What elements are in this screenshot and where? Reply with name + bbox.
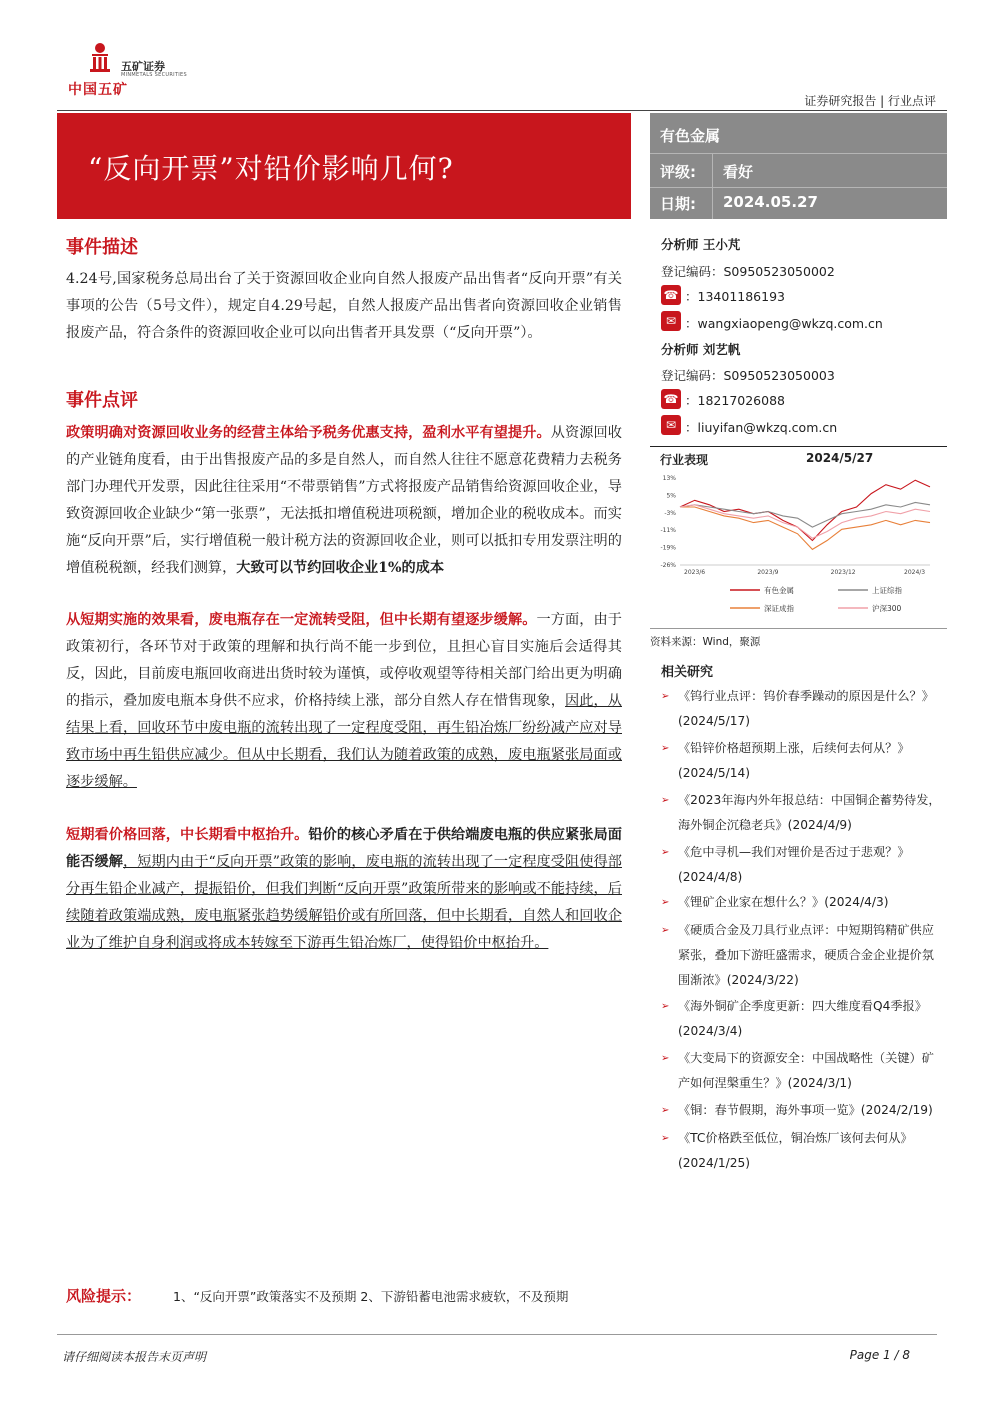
related-item[interactable] <box>661 736 945 786</box>
email-address[interactable]: wangxiaopeng@wkzq.com.cn <box>697 316 883 331</box>
chart-source: 资料来源：Wind，聚源 <box>650 636 761 648</box>
y-tick-label: 13% <box>662 475 676 482</box>
section-title-event: 事件描述 <box>66 237 138 258</box>
info-divider <box>650 187 947 188</box>
related-item[interactable] <box>661 994 945 1044</box>
arrow-icon: ➢ <box>661 925 670 936</box>
logo-mark-icon <box>89 42 111 74</box>
x-tick-label: 2023/6 <box>684 569 706 576</box>
info-divider <box>650 153 947 154</box>
analyst-reg: 登记编码：S0950523050002 <box>661 264 835 279</box>
related-item[interactable] <box>661 890 945 915</box>
analyst-phone: ：13401186193 <box>685 289 785 304</box>
paragraph-heading: 短期看价格回落，中长期看中枢抬升。 <box>66 827 309 843</box>
sector-label: 有色金属 <box>660 127 721 145</box>
comment-paragraph-3 <box>66 822 622 957</box>
paragraph-underlined: 因此，从结果上看，回收环节中废电瓶的流转出现了一定程度受阻，再生铅冶炼厂纷纷减产应对导致市场中再生铅供应减少。但从中长期看，我们认为随着政策的成熟，废电瓶紧张局面或逐步缓解。 <box>66 693 622 790</box>
related-item-text[interactable]: 《钨行业点评：钨价春季躁动的原因是什么？》(2024/5/17) <box>678 689 934 728</box>
rating-label: 评级: <box>660 163 696 181</box>
info-box <box>650 113 947 219</box>
analyst-email[interactable]: ：wangxiaopeng@wkzq.com.cn <box>685 316 883 331</box>
analyst-name: 分析师 王小芃 <box>661 237 741 252</box>
comment-paragraph-1 <box>66 420 622 582</box>
section-title-comment: 事件点评 <box>66 390 138 411</box>
series-line-沪深300 <box>680 505 930 538</box>
chart-title: 行业表现 <box>660 453 709 467</box>
legend-label: 深证成指 <box>764 604 794 613</box>
event-paragraph: 4.24号,国家税务总局出台了关于资源回收企业向自然人报废产品出售者“反向开票”有关事项的公告（5号文件），规定自4.29号起，自然人报废产品出售者向资源回收企业销售报废产品，符合条件的资源回收企业可以向出售者开具发票（“反向开票”）。 <box>66 271 622 341</box>
date-label: 日期: <box>660 195 696 213</box>
phone-number: 13401186193 <box>697 289 785 304</box>
arrow-icon: ➢ <box>661 1053 670 1064</box>
chart-top-rule <box>650 446 947 447</box>
analyst-reg: 登记编码：S0950523050003 <box>661 368 835 383</box>
paragraph-body: 从资源回收的产业链角度看，由于出售报废产品的多是自然人，而自然人往往不愿意花费精力去税务部门办理代开发票，因此往往采用“不带票销售”方式将报废产品销售给资源回收企业，导致资源回收企业缺少“第一张票”，无法抵扣增值税进项税额，增加企业的税收成本。而实施“反向开票”后，实行增值税一般计税方法的资源回收企业，则可以抵扣专用发票注明的增值税税额，经我们测算， <box>66 425 622 576</box>
arrow-icon: ➢ <box>661 691 670 702</box>
related-title: 相关研究 <box>661 665 714 680</box>
y-tick-label: -3% <box>664 509 676 517</box>
legend-label: 沪深300 <box>872 604 902 613</box>
related-item[interactable] <box>661 684 945 734</box>
phone-icon: ☎ <box>661 389 681 409</box>
related-item[interactable] <box>661 918 945 993</box>
arrow-icon: ➢ <box>661 1001 670 1012</box>
report-title: “反向开票”对铅价影响几何? <box>88 152 454 185</box>
logo-text: 中国五矿 <box>68 82 128 98</box>
paragraph-emphasis: 大致可以节约回收企业1%的成本 <box>236 560 445 576</box>
x-tick-label: 2023/9 <box>757 569 779 576</box>
email-icon: ✉ <box>661 415 681 435</box>
related-item-text[interactable]: 《大变局下的资源安全：中国战略性（关键）矿产如何涅槃重生？》(2024/3/1) <box>678 1051 934 1090</box>
y-tick-label: -26% <box>660 562 676 569</box>
related-item-text[interactable]: 《危中寻机—我们对锂价是否过于悲观？》(2024/4/8) <box>678 845 910 884</box>
related-item[interactable] <box>661 1046 945 1096</box>
chart-date: 2024/5/27 <box>806 451 874 465</box>
footer-disclaimer: 请仔细阅读本报告末页声明 <box>62 1350 207 1364</box>
related-item-text[interactable]: 《海外铜矿企季度更新：四大维度看Q4季报》(2024/3/4) <box>678 999 927 1038</box>
arrow-icon: ➢ <box>661 743 670 754</box>
performance-chart <box>650 470 947 625</box>
risk-text: 1、“反向开票”政策落实不及预期 2、下游铅蓄电池需求疲软，不及预期 <box>173 1289 569 1304</box>
phone-number: 18217026088 <box>697 393 785 408</box>
phone-icon: ☎ <box>661 285 681 305</box>
arrow-icon: ➢ <box>661 795 670 806</box>
related-item-text[interactable]: 《硬质合金及刀具行业点评：中短期钨精矿供应紧张，叠加下游旺盛需求，硬质合金企业提价氛围渐浓》(2024/3/22) <box>678 923 934 987</box>
top-divider <box>57 110 947 111</box>
paragraph-heading: 从短期实施的效果看，废电瓶存在一定流转受阻，但中长期有望逐步缓解。 <box>66 612 537 628</box>
rating-value: 看好 <box>723 163 754 181</box>
email-address[interactable]: liuyifan@wkzq.com.cn <box>697 420 838 435</box>
date-value: 2024.05.27 <box>723 193 818 211</box>
brand-name-en: MINMETALS SECURITIES <box>121 72 187 78</box>
comment-paragraph-2 <box>66 607 622 796</box>
arrow-icon: ➢ <box>661 847 670 858</box>
brand-name: 五矿证券 <box>121 60 165 73</box>
related-item-text[interactable]: 《TC价格跌至低位，铜冶炼厂该何去何从》(2024/1/25) <box>678 1131 913 1170</box>
analyst-email[interactable]: ：liuyifan@wkzq.com.cn <box>685 420 838 435</box>
chart-bottom-rule <box>650 628 947 629</box>
series-line-深证成指 <box>680 507 930 549</box>
related-item[interactable] <box>661 788 945 838</box>
arrow-icon: ➢ <box>661 897 670 908</box>
y-tick-label: -11% <box>660 527 676 535</box>
x-tick-label: 2024/3 <box>904 569 926 576</box>
page-number: Page 1 / 8 <box>849 1348 910 1362</box>
x-tick-label: 2023/12 <box>830 569 856 576</box>
footer-divider <box>57 1334 937 1335</box>
y-tick-label: -19% <box>660 544 676 552</box>
paragraph-emphasis: 铅价的核心矛盾在于供给端废电瓶的供应紧张局面能否缓解 <box>66 827 622 870</box>
paragraph-body: 一方面，由于政策初行，各环节对于政策的理解和执行尚不能一步到位，且担心盲目实施后会适得其反，因此，目前废电瓶回收商进出货时较为谨慎，或停收观望等待相关部门给出更为明确的指示，叠加废电瓶本身供不应求，价格持续上涨，部分自然人存在惜售现象， <box>66 612 622 709</box>
paragraph-heading: 政策明确对资源回收业务的经营主体给予税务优惠支持，盈利水平有望提升。 <box>66 425 551 441</box>
related-item-text[interactable]: 《2023年海内外年报总结：中国铜企蓄势待发，海外铜企沉稳老兵》(2024/4/9) <box>678 793 941 832</box>
related-item-text[interactable]: 《锂矿企业家在想什么？》(2024/4/3) <box>678 895 889 909</box>
legend-label: 有色金属 <box>764 586 794 595</box>
series-line-有色金属 <box>680 480 930 540</box>
legend-label: 上证综指 <box>872 586 902 595</box>
related-item[interactable] <box>661 1098 945 1123</box>
related-item-text[interactable]: 《铅锌价格超预期上涨，后续何去何从？》(2024/5/14) <box>678 741 910 780</box>
paragraph-underlined: ，短期内由于“反向开票”政策的影响，废电瓶的流转出现了一定程度受阻使得部分再生铅企业减产，提振铅价，但我们判断“反向开票”政策所带来的影响或不能持续，后续随着政策端成熟，废电瓶紧张趋势缓解铅价或有所回落，但中长期看，自然人和回收企业为了维护自身利润或将成本转嫁至下游再生铅冶炼厂，使得铅价中枢抬升。 <box>66 854 622 951</box>
breadcrumb: 证券研究报告 | 行业点评 <box>804 94 936 108</box>
arrow-icon: ➢ <box>661 1105 670 1116</box>
info-vdivider <box>712 153 713 219</box>
related-item[interactable] <box>661 840 945 890</box>
analyst-phone: ：18217026088 <box>685 393 785 408</box>
email-icon: ✉ <box>661 311 681 331</box>
arrow-icon: ➢ <box>661 1133 670 1144</box>
related-item[interactable] <box>661 1126 945 1176</box>
risk-label: 风险提示： <box>66 1287 142 1305</box>
y-tick-label: 5% <box>666 492 676 500</box>
related-item-text[interactable]: 《铜：春节假期，海外事项一览》(2024/2/19) <box>678 1103 933 1117</box>
analyst-name: 分析师 刘艺帆 <box>661 342 741 357</box>
series-line-上证综指 <box>680 503 930 528</box>
